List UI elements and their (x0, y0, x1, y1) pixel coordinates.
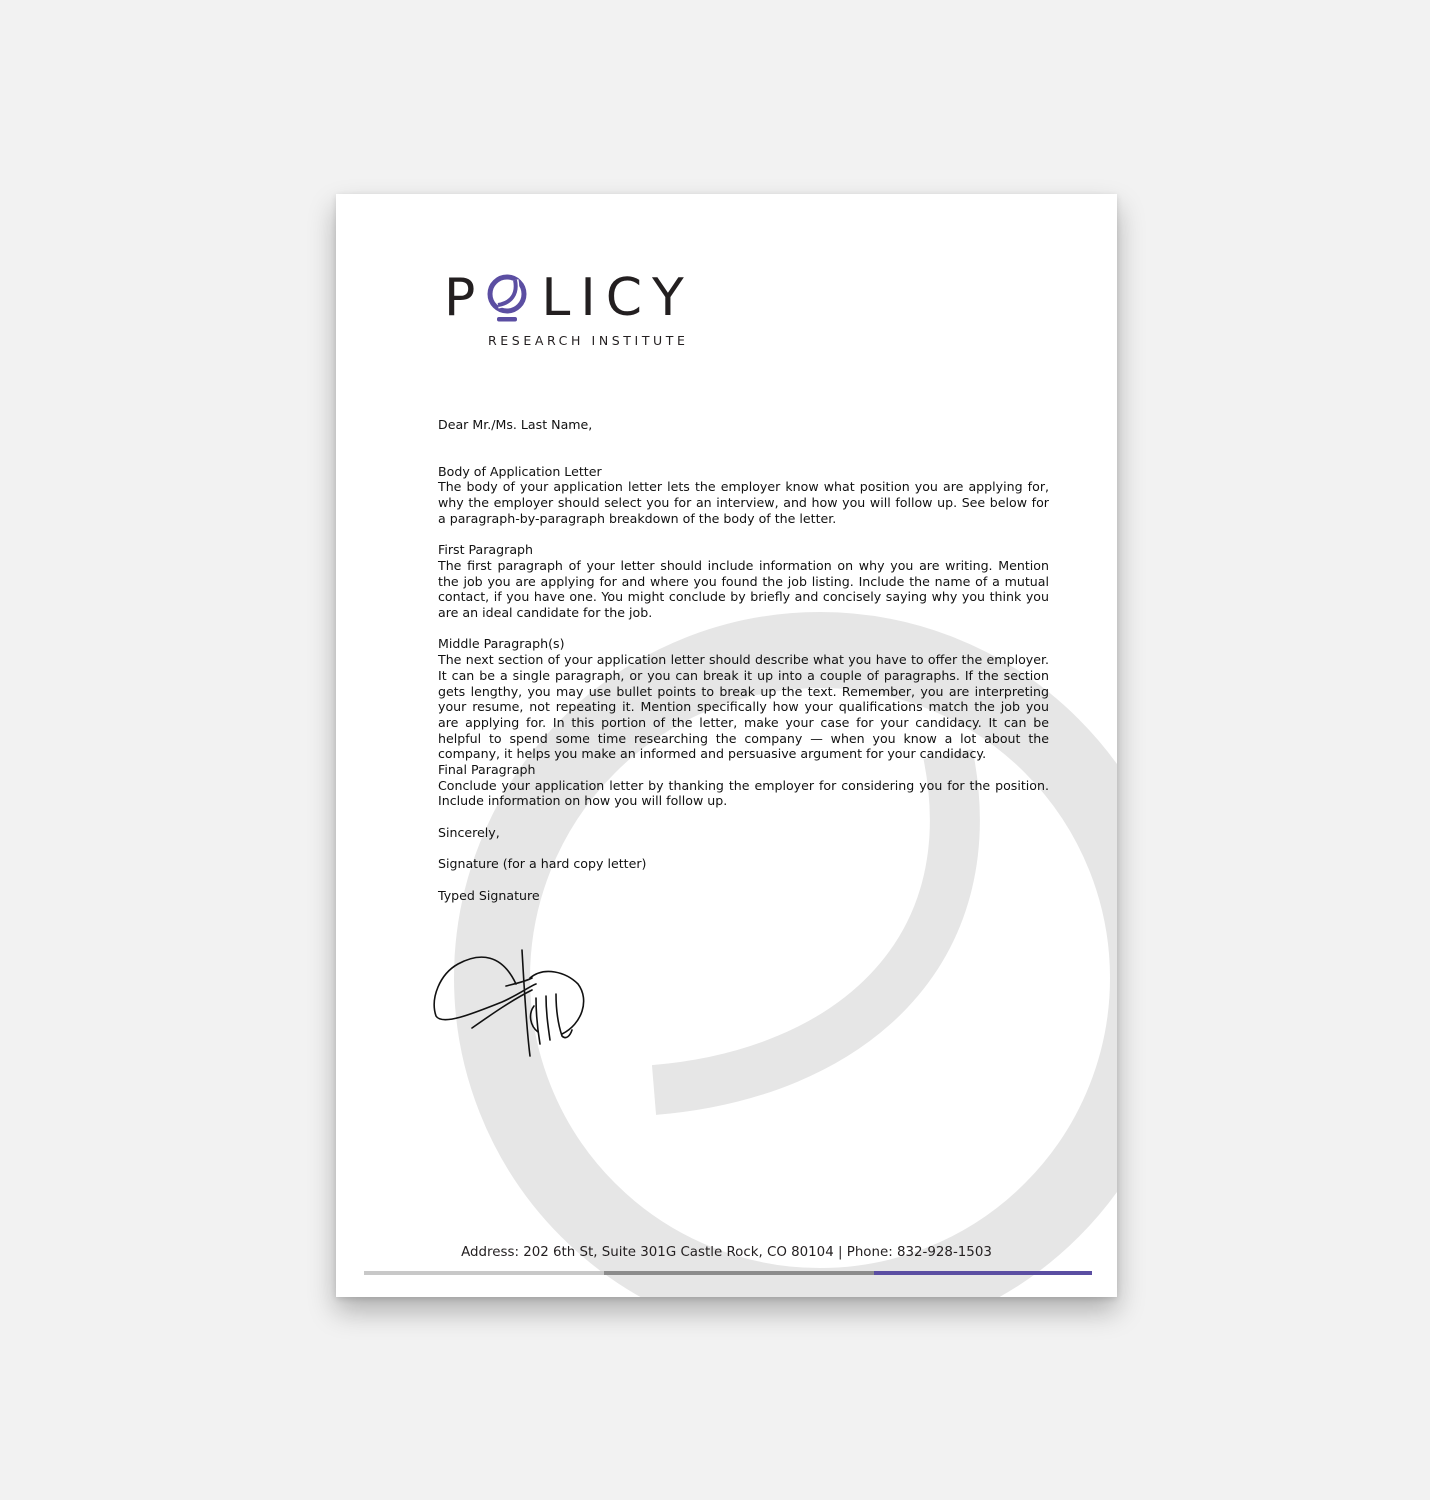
closing: Sincerely, (438, 824, 500, 840)
footer-bar-mid (604, 1271, 874, 1275)
middle-paragraph: The next section of your application letter should describe what you have to offer the employer. It can be a single paragraph, or you can break it up into a couple of paragraphs. If the section gets lengthy, you may use bullet points to break up the text. Remember, you are interpreting your resume, not repeating it. Mention specifically how your qualifications match the job you are applying for. In this portion of the letter, make your case for your candidacy. It can be helpful to spend some time researching the company — when you know a lot about the company, it helps you make an informed and persuasive argument for your candidacy. (438, 652, 1049, 762)
footer-bar-accent (874, 1271, 1092, 1275)
globe-o-icon (485, 272, 531, 324)
salutation: Dear Mr./Ms. Last Name, (438, 417, 593, 432)
typed-signature: Typed Signature (438, 887, 540, 903)
logo-letter-c: C (605, 268, 652, 328)
logo (444, 268, 734, 352)
final-paragraph: Conclude your application letter by thanking the employer for considering you for the position. Include information on how you will follow up. (438, 777, 1049, 809)
logo-tagline: RESEARCH INSTITUTE (488, 333, 689, 348)
letter-body (438, 417, 1049, 903)
middle-heading: Middle Paragraph(s) (438, 636, 565, 652)
first-paragraph: The first paragraph of your letter should include information on why you are writing. Mention the job you are applying for and where you found the job listing. Include the name of a mutual contact, if you have one. You might conclude by briefly and concisely saying why you think you are an ideal candidate for the job. (438, 557, 1049, 621)
logo-letter-i: I (580, 268, 606, 328)
body-heading: Body of Application Letter (438, 463, 602, 479)
logo-letter-y: Y (652, 268, 694, 328)
logo-letter-l: L (541, 268, 581, 328)
first-heading: First Paragraph (438, 542, 534, 558)
final-heading: Final Paragraph (438, 762, 536, 778)
handwritten-signature (432, 944, 592, 1064)
body-paragraph: The body of your application letter lets the employer know what position you are applying for, why the employer should select you for an interview, and how you will follow up. See below for a paragraph-by-paragraph breakdown of the body of the letter. (438, 479, 1049, 526)
footer-bar-light (364, 1271, 604, 1275)
letterhead-page (336, 194, 1117, 1297)
logo-letter-p: P (444, 268, 486, 328)
logo-wordmark (444, 268, 694, 328)
footer-contact: Address: 202 6th St, Suite 301G Castle Rock, CO 80104 | Phone: 832-928-1503 (461, 1245, 992, 1260)
signature-note: Signature (for a hard copy letter) (438, 856, 647, 872)
